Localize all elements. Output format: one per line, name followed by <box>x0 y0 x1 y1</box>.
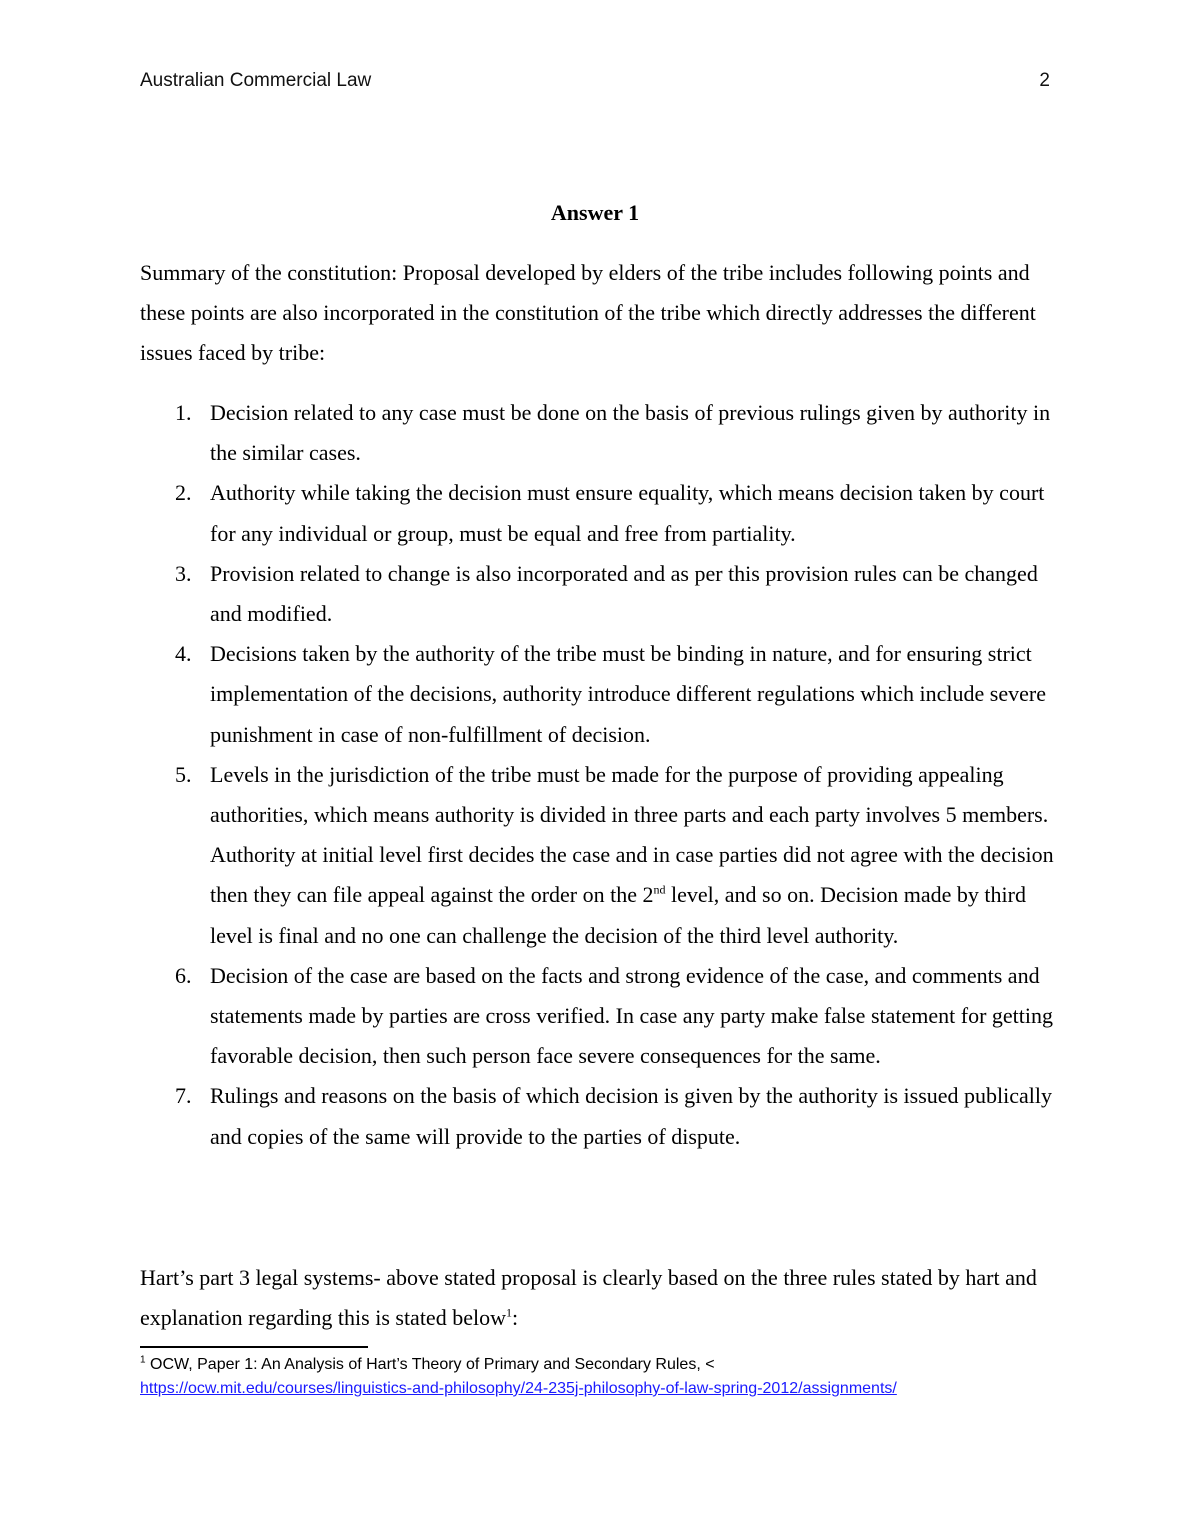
footnote-text: OCW, Paper 1: An Analysis of Hart’s Theory of Primary and Secondary Rules, < <box>145 1356 715 1373</box>
list-item <box>140 1076 1055 1156</box>
section-heading: Answer 1 <box>550 200 640 225</box>
list-item-text: Provision related to change is also incorporated and as per this provision rules can be changed and modified. <box>210 560 1038 627</box>
page-header <box>140 70 1050 98</box>
footnote-separator <box>140 1346 368 1348</box>
list-item-text: Rulings and reasons on the basis of which decision is given by the authority is issued publically and copies of the same will provide to the parties of dispute. <box>210 1083 1052 1149</box>
list-item-text-a: Levels in the jurisdiction of the tribe must be made for the purpose of providing appealing authorities, which means authority is divided in three parts and each party involves 5 members. Authority at initial level first decides the case and in case parties did not agree with the decision then they can file appeal against the order on the 2 <box>210 761 1054 908</box>
list-item-number: 3. <box>175 560 192 586</box>
footnote-reference[interactable]: 1 <box>505 1305 512 1320</box>
intro-paragraph: Summary of the constitution: Proposal developed by elders of the tribe includes following points and these points are also incorporated in the constitution of the tribe which directly addresses the different issues faced by tribe: <box>140 260 1036 366</box>
list-item-text: Decision related to any case must be done on the basis of previous rulings given by authority in the similar cases. <box>210 400 1051 466</box>
list-item-text: Decision of the case are based on the facts and strong evidence of the case, and comments and statements made by parties are cross verified. In case any party make false statement for getting favorable decision, then such person face severe consequences for the same. <box>210 962 1054 1069</box>
list-item-number: 2. <box>175 480 192 506</box>
list-item <box>140 634 1055 755</box>
footnote <box>140 1353 1070 1401</box>
ordinal-superscript: nd <box>653 883 666 898</box>
closing-end: : <box>511 1305 519 1331</box>
closing-text: Hart’s part 3 legal systems- above stated proposal is clearly based on the three rules stated by hart and explanation regarding this is stated below <box>140 1265 1037 1331</box>
list-item-text: Decisions taken by the authority of the tribe must be binding in nature, and for ensuring strict implementation of the decisions, authority introduce different regulations which include severe punishment in case of non-fulfillment of decision. <box>210 641 1046 747</box>
footnote-marker: 1 <box>140 1354 146 1366</box>
list-item <box>140 956 1055 1077</box>
list-item <box>140 755 1055 956</box>
footnote-link[interactable]: https://ocw.mit.edu/courses/linguistics-and-philosophy/24-235j-philosophy-of-law-spring-2012/assignments/ <box>140 1380 897 1397</box>
list-item <box>140 393 1055 473</box>
list-item-text-b: level, and so on. Decision made by third level is final and no one can challenge the decision of the third level authority. <box>210 882 1026 948</box>
list-item-number: 5. <box>175 761 192 787</box>
list-item-number: 1. <box>175 400 192 425</box>
numbered-list <box>140 393 1055 1157</box>
list-item-number: 4. <box>175 641 192 667</box>
list-item-text: Authority while taking the decision must ensure equality, which means decision taken by court for any individual or group, must be equal and free from partiality. <box>210 480 1045 546</box>
page-number: 2 <box>1039 70 1050 91</box>
list-item <box>140 473 1055 553</box>
closing-paragraph <box>140 1258 1055 1338</box>
header-title: Australian Commercial Law <box>140 70 372 91</box>
list-item-number: 7. <box>175 1083 192 1109</box>
list-item-number: 6. <box>175 962 192 988</box>
list-item <box>140 554 1055 634</box>
